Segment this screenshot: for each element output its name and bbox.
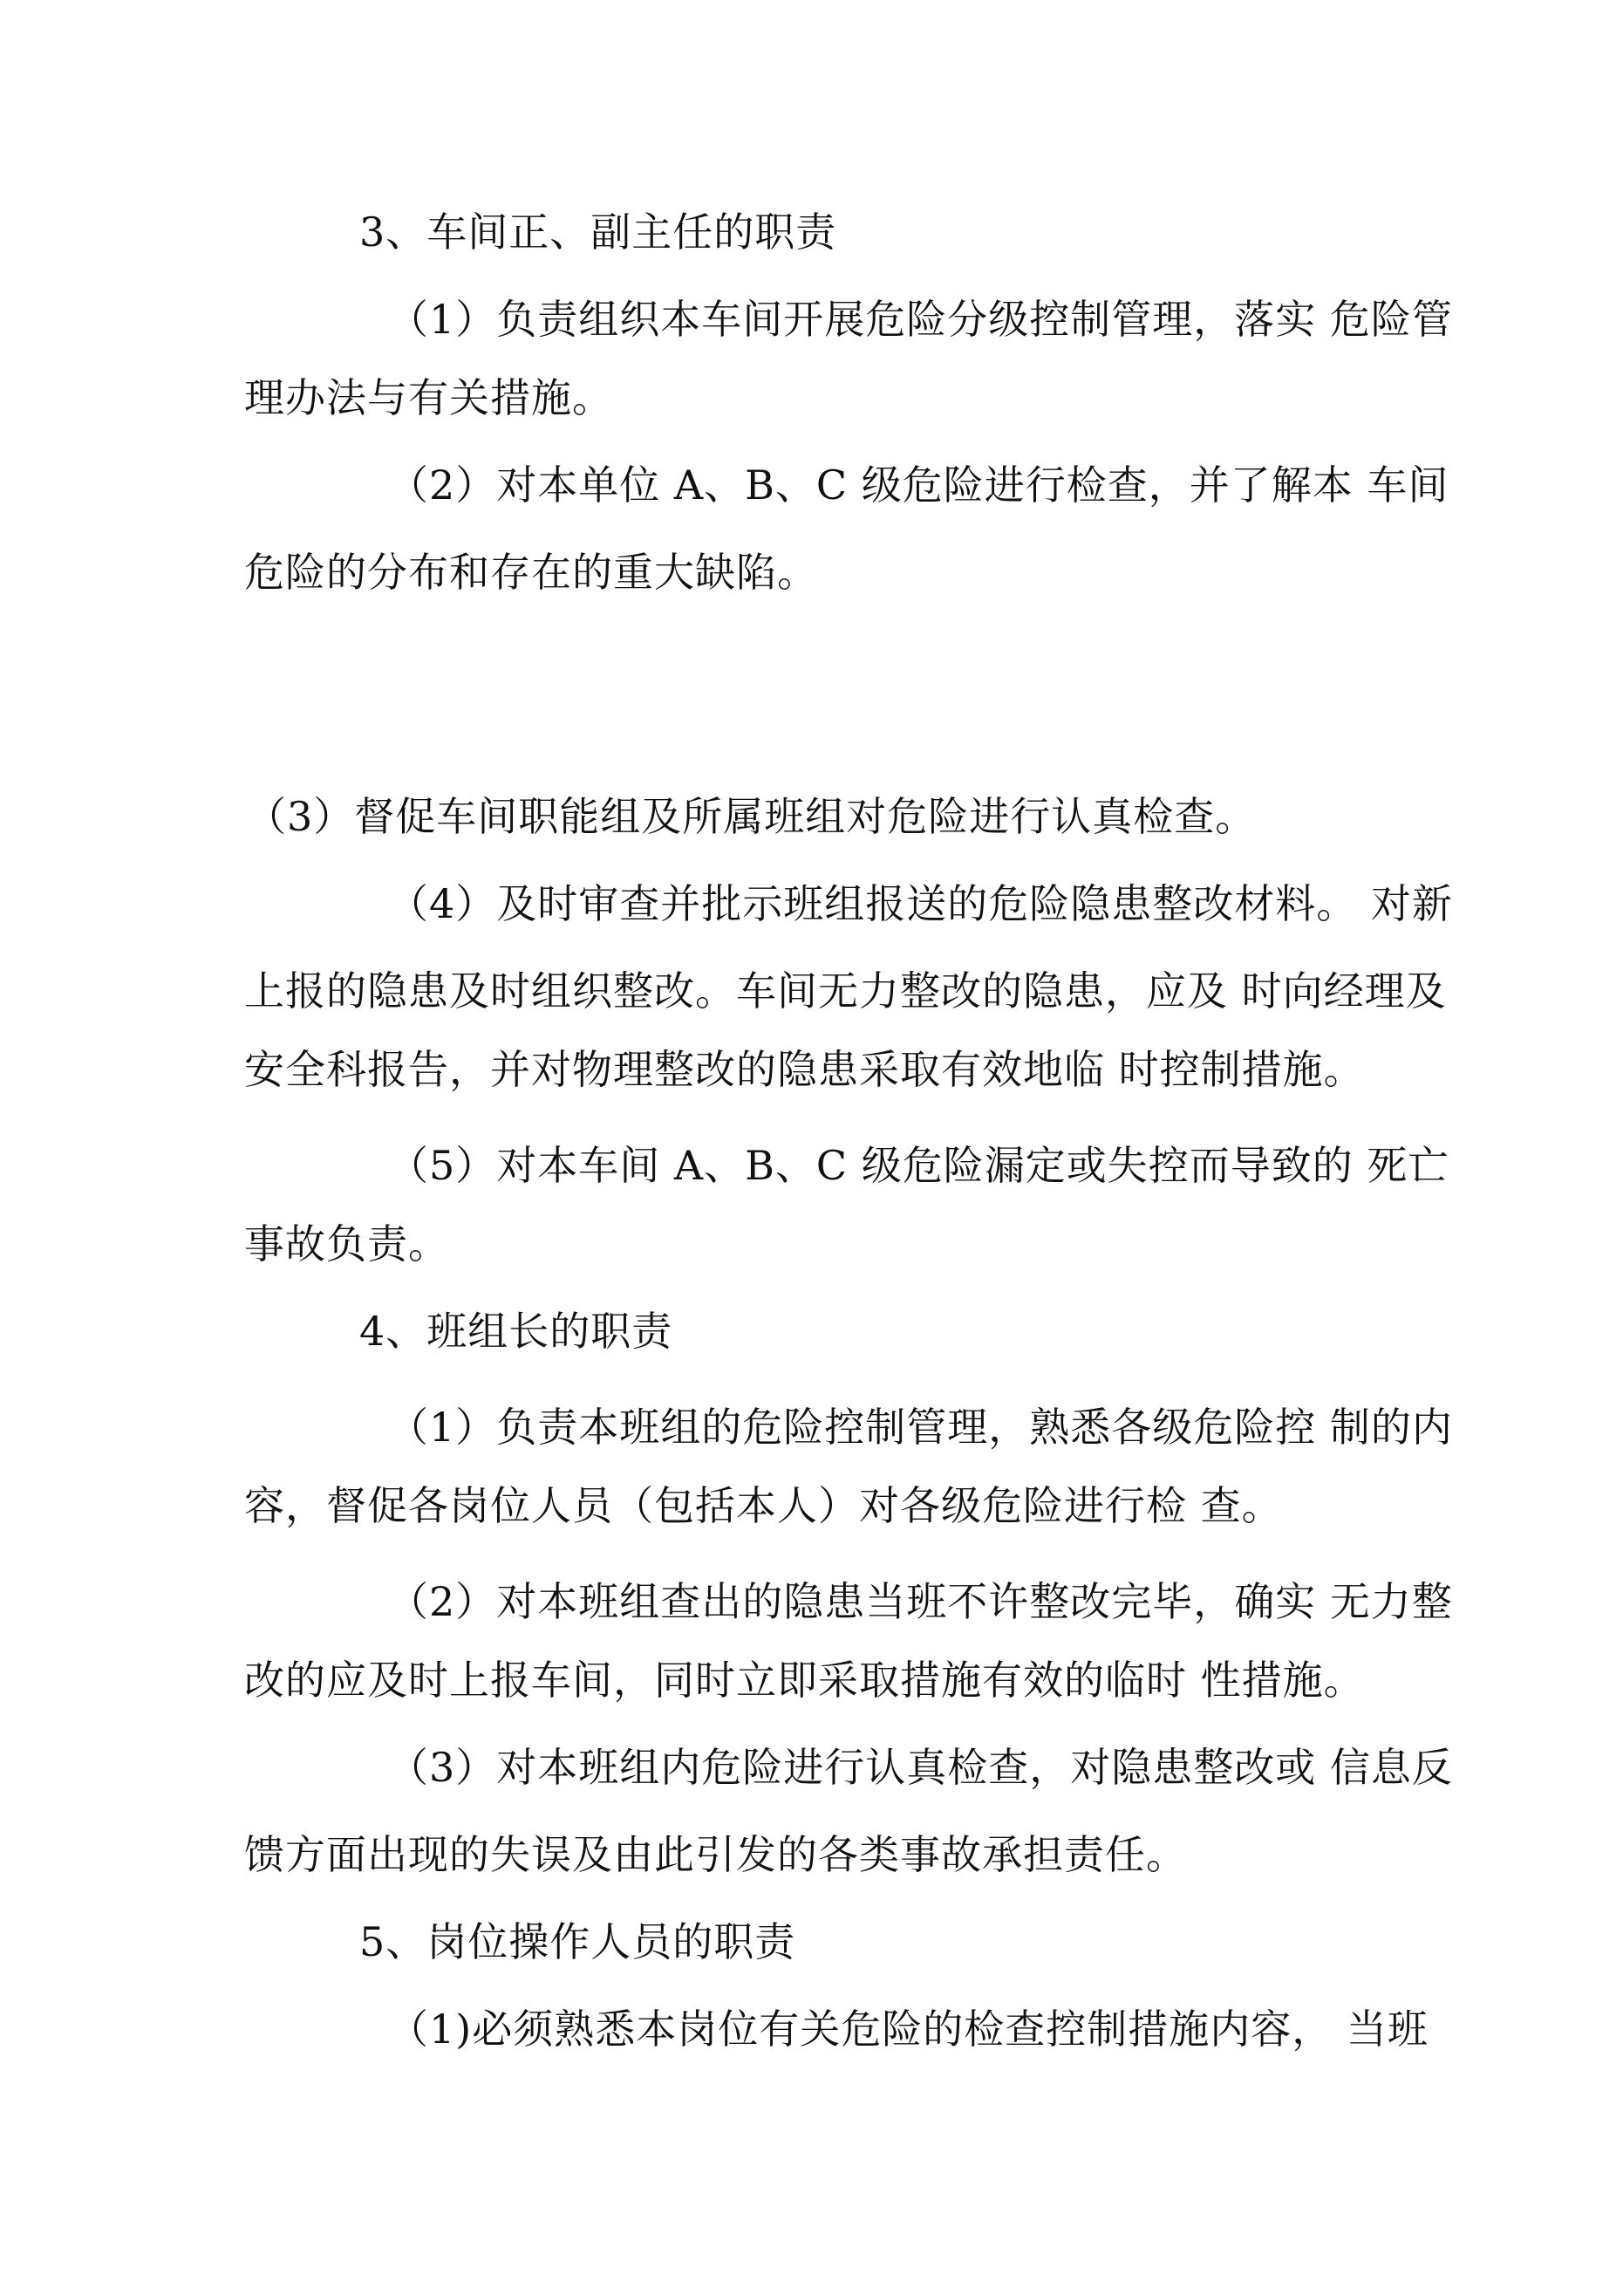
paragraph-4-2-line-1: （2）对本班组查出的隐患当班不许整改完毕，确实 无力整 <box>388 1578 1453 1625</box>
paragraph-3-5-line-1: （5）对本车间 A、B、C 级危险漏定或失控而导致的 死亡 <box>388 1142 1449 1189</box>
paragraph-5-1-line-1: （1)必须熟悉本岗位有关危险的检查控制措施内容， 当班 <box>388 2006 1429 2053</box>
paragraph-3-4-line-3: 安全科报告，并对物理整改的隐患采取有效地临 时控制措施。 <box>244 1046 1365 1093</box>
paragraph-4-2-line-2: 改的应及时上报车间，同时立即采取措施有效的临时 性措施。 <box>244 1657 1365 1704</box>
paragraph-3-2-line-1: （2）对本单位 A、B、C 级危险进行检查，并了解本 车间 <box>388 461 1449 509</box>
paragraph-4-3-line-2: 馈方面出现的失误及由此引发的各类事故承担责任。 <box>244 1831 1187 1878</box>
section-heading-5: 5、岗位操作人员的职责 <box>359 1918 796 1965</box>
paragraph-4-1-line-1: （1）负责本班组的危险控制管理，熟悉各级危险控 制的内 <box>388 1404 1453 1451</box>
section-heading-3: 3、车间正、副主任的职责 <box>359 208 837 256</box>
paragraph-3-2-line-2: 危险的分布和存在的重大缺陷。 <box>244 549 818 596</box>
paragraph-3-1-line-1: （1）负责组织本车间开展危险分级控制管理，落实 危险管 <box>388 296 1453 343</box>
paragraph-3-1-line-2: 理办法与有关措施。 <box>244 374 613 421</box>
paragraph-3-5-line-2: 事故负责。 <box>244 1220 449 1268</box>
paragraph-3-3-line-1: （3）督促车间职能组及所属班组对危险进行认真检查。 <box>246 793 1257 840</box>
paragraph-4-1-line-2: 容，督促各岗位人员（包括本人）对各级危险进行检 查。 <box>244 1482 1283 1529</box>
paragraph-3-4-line-2: 上报的隐患及时组织整改。车间无力整改的隐患，应及 时向经理及 <box>244 967 1447 1015</box>
section-heading-4: 4、班组长的职责 <box>359 1308 673 1355</box>
paragraph-4-3-line-1: （3）对本班组内危险进行认真检查，对隐患整改或 信息反 <box>388 1744 1453 1791</box>
paragraph-3-4-line-1: （4）及时审查并批示班组报送的危险隐患整改材料。 对新 <box>388 880 1453 927</box>
